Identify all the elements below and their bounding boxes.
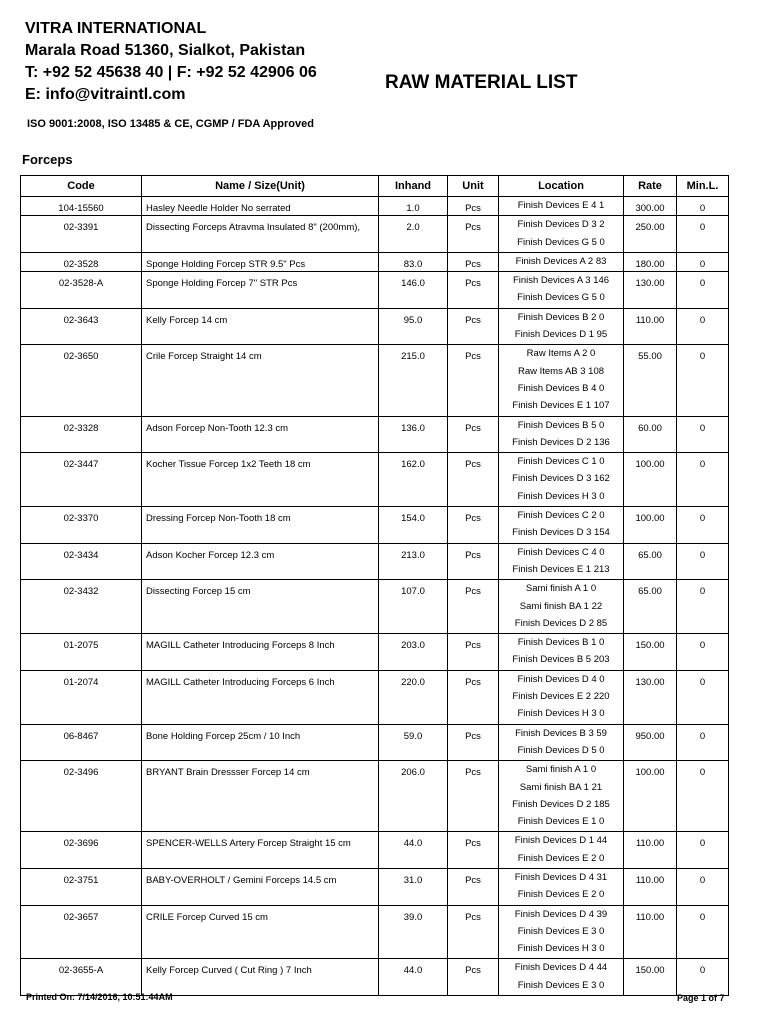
- min-level-cell: 0: [677, 507, 729, 544]
- location-entry: Finish Devices D 2 136: [512, 436, 610, 448]
- inhand-cell: 2.0: [379, 216, 448, 253]
- rate-cell: 60.00: [624, 416, 677, 453]
- inhand-cell: 1.0: [379, 197, 448, 216]
- name-cell: CRILE Forcep Curved 15 cm: [142, 905, 379, 959]
- inhand-cell: 136.0: [379, 416, 448, 453]
- name-cell: Bone Holding Forcep 25cm / 10 Inch: [142, 724, 379, 761]
- min-level-cell: 0: [677, 308, 729, 345]
- raw-material-table: [20, 175, 729, 996]
- min-level-cell: 0: [677, 724, 729, 761]
- location-entry: Finish Devices D 2 185: [512, 798, 610, 810]
- inhand-cell: 31.0: [379, 868, 448, 905]
- code-cell: 02-3391: [21, 216, 142, 253]
- rate-cell: 55.00: [624, 345, 677, 416]
- location-cell: [499, 761, 624, 832]
- unit-cell: Pcs: [448, 453, 499, 507]
- location-cell: [499, 453, 624, 507]
- rate-cell: 300.00: [624, 197, 677, 216]
- name-cell: BRYANT Brain Dressser Forcep 14 cm: [142, 761, 379, 832]
- code-cell: 02-3751: [21, 868, 142, 905]
- min-level-cell: 0: [677, 345, 729, 416]
- rate-cell: 110.00: [624, 868, 677, 905]
- location-entry: Finish Devices B 4 0: [517, 382, 605, 394]
- min-level-cell: 0: [677, 959, 729, 996]
- location-cell: [499, 197, 624, 216]
- inhand-cell: 162.0: [379, 453, 448, 507]
- company-email: E: info@vitraintl.com: [25, 86, 186, 103]
- name-cell: Sponge Holding Forcep STR 9.5" Pcs: [142, 252, 379, 271]
- rate-cell: 65.00: [624, 580, 677, 634]
- section-title: Forceps: [22, 152, 73, 167]
- code-cell: 01-2075: [21, 634, 142, 671]
- table-row: [21, 959, 729, 996]
- location-cell: [499, 959, 624, 996]
- unit-cell: Pcs: [448, 216, 499, 253]
- unit-cell: Pcs: [448, 724, 499, 761]
- document-title: RAW MATERIAL LIST: [385, 72, 578, 93]
- name-cell: MAGILL Catheter Introducing Forceps 8 Inch: [142, 634, 379, 671]
- table-row: [21, 634, 729, 671]
- unit-cell: Pcs: [448, 543, 499, 580]
- min-level-cell: 0: [677, 197, 729, 216]
- location-entry: Finish Devices D 3 2: [517, 219, 605, 231]
- name-cell: Kelly Forcep 14 cm: [142, 308, 379, 345]
- table-header-row: [21, 176, 729, 197]
- location-entry: Finish Devices G 5 0: [517, 236, 605, 248]
- location-entry: Finish Devices B 2 0: [517, 311, 605, 323]
- location-cell: [499, 507, 624, 544]
- code-cell: 02-3655-A: [21, 959, 142, 996]
- min-level-cell: 0: [677, 272, 729, 309]
- code-cell: 02-3328: [21, 416, 142, 453]
- unit-cell: Pcs: [448, 905, 499, 959]
- column-header-min-level: Min.L.: [677, 176, 729, 197]
- name-cell: MAGILL Catheter Introducing Forceps 6 Inch: [142, 670, 379, 724]
- inhand-cell: 206.0: [379, 761, 448, 832]
- location-entry: Finish Devices D 1 44: [514, 835, 608, 847]
- min-level-cell: 0: [677, 634, 729, 671]
- table-row: [21, 724, 729, 761]
- location-entry: Finish Devices D 1 95: [514, 329, 608, 341]
- location-entry: Finish Devices E 2 220: [512, 691, 610, 703]
- name-cell: Hasley Needle Holder No serrated: [142, 197, 379, 216]
- min-level-cell: 0: [677, 252, 729, 271]
- name-cell: Kocher Tissue Forcep 1x2 Teeth 18 cm: [142, 453, 379, 507]
- location-entry: Finish Devices E 3 0: [517, 979, 605, 991]
- code-cell: 02-3496: [21, 761, 142, 832]
- location-entry: Finish Devices E 1 213: [512, 563, 610, 575]
- inhand-cell: 83.0: [379, 252, 448, 271]
- company-block: [25, 18, 317, 106]
- table-row: [21, 272, 729, 309]
- location-entry: Finish Devices D 4 44: [514, 962, 608, 974]
- code-cell: 02-3434: [21, 543, 142, 580]
- rate-cell: 100.00: [624, 507, 677, 544]
- unit-cell: Pcs: [448, 197, 499, 216]
- column-header-location: Location: [499, 176, 624, 197]
- inhand-cell: 213.0: [379, 543, 448, 580]
- code-cell: 06-8467: [21, 724, 142, 761]
- company-phone: T: +92 52 45638 40 | F: +92 52 42906 06: [25, 64, 317, 81]
- inhand-cell: 44.0: [379, 832, 448, 869]
- location-entry: Finish Devices D 4 31: [514, 871, 608, 883]
- min-level-cell: 0: [677, 761, 729, 832]
- name-cell: Sponge Holding Forcep 7" STR Pcs: [142, 272, 379, 309]
- location-entry: Finish Devices B 1 0: [517, 637, 605, 649]
- location-cell: [499, 670, 624, 724]
- code-cell: 02-3650: [21, 345, 142, 416]
- location-entry: Raw Items AB 3 108: [517, 365, 605, 377]
- column-header-code: Code: [21, 176, 142, 197]
- table-row: [21, 308, 729, 345]
- location-entry: Finish Devices B 5 0: [517, 419, 605, 431]
- column-header-name: Name / Size(Unit): [142, 176, 379, 197]
- unit-cell: Pcs: [448, 416, 499, 453]
- location-cell: [499, 416, 624, 453]
- rate-cell: 150.00: [624, 634, 677, 671]
- table-row: [21, 416, 729, 453]
- table-row: [21, 580, 729, 634]
- table-row: [21, 507, 729, 544]
- rate-cell: 130.00: [624, 272, 677, 309]
- table-row: [21, 252, 729, 271]
- location-entry: Finish Devices E 4 1: [517, 200, 605, 211]
- rate-cell: 110.00: [624, 308, 677, 345]
- inhand-cell: 203.0: [379, 634, 448, 671]
- location-entry: Finish Devices D 5 0: [517, 744, 605, 756]
- inhand-cell: 59.0: [379, 724, 448, 761]
- unit-cell: Pcs: [448, 580, 499, 634]
- location-entry: Finish Devices E 1 0: [517, 816, 605, 828]
- location-cell: [499, 543, 624, 580]
- inhand-cell: 154.0: [379, 507, 448, 544]
- min-level-cell: 0: [677, 216, 729, 253]
- location-entry: Finish Devices H 3 0: [517, 490, 605, 502]
- location-entry: Raw Items A 2 0: [526, 348, 596, 360]
- location-cell: [499, 345, 624, 416]
- location-entry: Finish Devices D 3 154: [512, 527, 610, 539]
- location-cell: [499, 580, 624, 634]
- rate-cell: 65.00: [624, 543, 677, 580]
- rate-cell: 130.00: [624, 670, 677, 724]
- code-cell: 02-3447: [21, 453, 142, 507]
- min-level-cell: 0: [677, 832, 729, 869]
- code-cell: 02-3528-A: [21, 272, 142, 309]
- min-level-cell: 0: [677, 416, 729, 453]
- unit-cell: Pcs: [448, 272, 499, 309]
- rate-cell: 250.00: [624, 216, 677, 253]
- page-number: Page 1 of 7: [677, 993, 725, 1003]
- location-entry: Finish Devices E 3 0: [517, 925, 605, 937]
- unit-cell: Pcs: [448, 634, 499, 671]
- code-cell: 02-3696: [21, 832, 142, 869]
- rate-cell: 110.00: [624, 832, 677, 869]
- location-cell: [499, 272, 624, 309]
- location-entry: Finish Devices E 2 0: [517, 889, 605, 901]
- unit-cell: Pcs: [448, 959, 499, 996]
- rate-cell: 100.00: [624, 453, 677, 507]
- column-header-unit: Unit: [448, 176, 499, 197]
- unit-cell: Pcs: [448, 761, 499, 832]
- location-cell: [499, 868, 624, 905]
- unit-cell: Pcs: [448, 507, 499, 544]
- table-row: [21, 216, 729, 253]
- location-entry: Sami finish BA 1 22: [519, 600, 603, 612]
- unit-cell: Pcs: [448, 252, 499, 271]
- name-cell: Dissecting Forceps Atravma Insulated 8" (200mm),: [142, 216, 379, 253]
- location-cell: [499, 308, 624, 345]
- table-row: [21, 832, 729, 869]
- location-entry: Finish Devices A 2 83: [515, 255, 607, 267]
- location-entry: Finish Devices E 2 0: [517, 852, 605, 864]
- inhand-cell: 95.0: [379, 308, 448, 345]
- certifications: ISO 9001:2008, ISO 13485 & CE, CGMP / FDA Approved: [27, 118, 314, 130]
- name-cell: BABY-OVERHOLT / Gemini Forceps 14.5 cm: [142, 868, 379, 905]
- unit-cell: Pcs: [448, 670, 499, 724]
- code-cell: 02-3370: [21, 507, 142, 544]
- rate-cell: 180.00: [624, 252, 677, 271]
- company-name: VITRA INTERNATIONAL: [25, 20, 207, 37]
- name-cell: Dressing Forcep Non-Tooth 18 cm: [142, 507, 379, 544]
- column-header-inhand: Inhand: [379, 176, 448, 197]
- location-entry: Finish Devices A 3 146: [512, 275, 610, 287]
- table-row: [21, 868, 729, 905]
- table-row: [21, 197, 729, 216]
- column-header-rate: Rate: [624, 176, 677, 197]
- name-cell: Adson Forcep Non-Tooth 12.3 cm: [142, 416, 379, 453]
- code-cell: 02-3432: [21, 580, 142, 634]
- min-level-cell: 0: [677, 905, 729, 959]
- location-cell: [499, 832, 624, 869]
- rate-cell: 100.00: [624, 761, 677, 832]
- name-cell: Kelly Forcep Curved ( Cut Ring ) 7 Inch: [142, 959, 379, 996]
- unit-cell: Pcs: [448, 868, 499, 905]
- inhand-cell: 44.0: [379, 959, 448, 996]
- min-level-cell: 0: [677, 670, 729, 724]
- inhand-cell: 220.0: [379, 670, 448, 724]
- rate-cell: 950.00: [624, 724, 677, 761]
- min-level-cell: 0: [677, 543, 729, 580]
- table-row: [21, 543, 729, 580]
- name-cell: Dissecting Forcep 15 cm: [142, 580, 379, 634]
- location-cell: [499, 216, 624, 253]
- location-entry: Finish Devices H 3 0: [517, 708, 605, 720]
- inhand-cell: 39.0: [379, 905, 448, 959]
- location-entry: Finish Devices D 4 39: [514, 908, 608, 920]
- min-level-cell: 0: [677, 868, 729, 905]
- location-cell: [499, 905, 624, 959]
- code-cell: 01-2074: [21, 670, 142, 724]
- location-entry: Finish Devices E 1 107: [512, 400, 610, 412]
- location-cell: [499, 634, 624, 671]
- min-level-cell: 0: [677, 580, 729, 634]
- location-entry: Finish Devices H 3 0: [517, 943, 605, 955]
- min-level-cell: 0: [677, 453, 729, 507]
- location-entry: Finish Devices D 3 162: [512, 473, 610, 485]
- location-entry: Finish Devices B 5 203: [512, 654, 610, 666]
- inhand-cell: 215.0: [379, 345, 448, 416]
- rate-cell: 110.00: [624, 905, 677, 959]
- table-row: [21, 345, 729, 416]
- code-cell: 104-15560: [21, 197, 142, 216]
- location-cell: [499, 252, 624, 271]
- location-entry: Finish Devices C 1 0: [517, 456, 605, 468]
- unit-cell: Pcs: [448, 832, 499, 869]
- table-row: [21, 761, 729, 832]
- table-row: [21, 905, 729, 959]
- location-entry: Sami finish BA 1 21: [519, 781, 603, 793]
- code-cell: 02-3657: [21, 905, 142, 959]
- table-row: [21, 453, 729, 507]
- unit-cell: Pcs: [448, 308, 499, 345]
- inhand-cell: 107.0: [379, 580, 448, 634]
- location-entry: Finish Devices C 4 0: [517, 546, 605, 558]
- location-entry: Finish Devices D 2 85: [514, 617, 608, 629]
- company-address: Marala Road 51360, Sialkot, Pakistan: [25, 42, 306, 59]
- location-entry: Finish Devices C 2 0: [517, 510, 605, 522]
- location-entry: Sami finish A 1 0: [525, 764, 597, 776]
- location-entry: Sami finish A 1 0: [525, 583, 597, 595]
- name-cell: Adson Kocher Forcep 12.3 cm: [142, 543, 379, 580]
- inhand-cell: 146.0: [379, 272, 448, 309]
- name-cell: SPENCER-WELLS Artery Forcep Straight 15 cm: [142, 832, 379, 869]
- location-entry: Finish Devices G 5 0: [517, 292, 605, 304]
- code-cell: 02-3528: [21, 252, 142, 271]
- location-cell: [499, 724, 624, 761]
- location-entry: Finish Devices B 3 59: [515, 727, 607, 739]
- printed-on: Printed On: 7/14/2016, 10:51:44AM: [26, 992, 173, 1002]
- code-cell: 02-3643: [21, 308, 142, 345]
- name-cell: Crile Forcep Straight 14 cm: [142, 345, 379, 416]
- location-entry: Finish Devices D 4 0: [517, 673, 605, 685]
- unit-cell: Pcs: [448, 345, 499, 416]
- rate-cell: 150.00: [624, 959, 677, 996]
- table-row: [21, 670, 729, 724]
